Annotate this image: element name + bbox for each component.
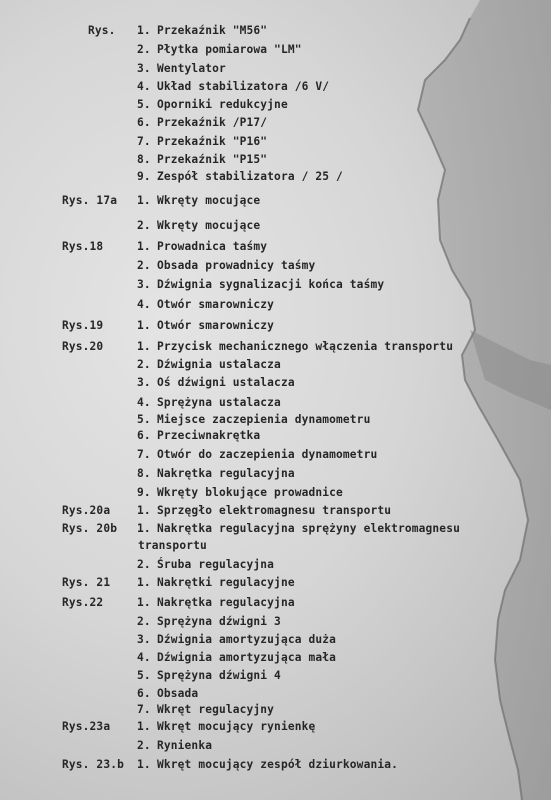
figure-label: Rys. 20b (62, 522, 118, 535)
list-item (0, 257, 551, 274)
item-description: Nakrętka regulacyjna sprężyny elektromagnesu (157, 522, 460, 535)
item-number: 5. (137, 413, 151, 426)
list-item (0, 374, 551, 391)
item-description: Otwór smarowniczy (157, 319, 275, 332)
figure-label: Rys.22 (62, 596, 104, 609)
list-item (0, 685, 551, 702)
item-description: Nakrętka regulacyjna (157, 467, 295, 480)
list-item (0, 276, 551, 293)
item-number: 1. (137, 576, 151, 589)
item-number: 8. (137, 153, 151, 166)
list-item (0, 411, 551, 428)
list-item (0, 78, 551, 95)
list-item (0, 151, 551, 168)
item-description: Sprzęgło elektromagnesu transportu (157, 504, 392, 517)
list-item (0, 465, 551, 482)
item-number: 1. (137, 340, 151, 353)
item-description: Wkręty mocujące (157, 194, 261, 207)
item-description: Wkręt regulacyjny (157, 703, 275, 716)
list-item (0, 296, 551, 313)
list-item (0, 574, 551, 591)
list-item (0, 667, 551, 684)
figure-label: Rys.19 (62, 319, 104, 332)
figure-label: Rys.20 (62, 340, 104, 353)
list-item (0, 114, 551, 131)
item-description: Dźwignia sygnalizacji końca taśmy (157, 278, 385, 291)
item-number: 7. (137, 448, 151, 461)
item-number: 5. (137, 98, 151, 111)
item-description: Otwór do zaczepienia dynamometru (157, 448, 378, 461)
item-number: 1. (137, 319, 151, 332)
item-description: Nakrętki regulacyjne (157, 576, 295, 589)
item-description: Otwór smarowniczy (157, 298, 275, 311)
item-description: Przycisk mechanicznego włączenia transportu (157, 340, 454, 353)
list-item (0, 594, 551, 611)
item-description: Układ stabilizatora /6 V/ (157, 80, 330, 93)
item-description: Wkręty blokujące prowadnice (157, 486, 343, 499)
item-description: Płytka pomiarowa "LM" (157, 43, 302, 56)
item-number: 2. (137, 615, 151, 628)
item-number: 1. (137, 522, 151, 535)
figure-label: Rys. 23.b (62, 758, 124, 771)
list-item (0, 484, 551, 501)
list-item (0, 556, 551, 573)
item-description: Przekaźnik "P15" (157, 153, 268, 166)
item-number: 4. (137, 396, 151, 409)
item-description: Sprężyna dźwigni 4 (157, 669, 281, 682)
list-item (0, 502, 551, 519)
item-number: 1. (137, 24, 151, 37)
list-item (0, 446, 551, 463)
item-description: Przekaźnik /P17/ (157, 116, 268, 129)
item-description: Sprężyna ustalacza (157, 396, 281, 409)
item-number: 1. (137, 194, 151, 207)
item-number: 4. (137, 80, 151, 93)
figure-label: Rys.18 (62, 240, 104, 253)
list-item (0, 394, 551, 411)
item-number: 2. (137, 219, 151, 232)
list-item (0, 737, 551, 754)
list-item (0, 427, 551, 444)
item-number: 3. (137, 62, 151, 75)
list-item (0, 701, 551, 718)
list-item (0, 756, 551, 773)
item-number: 1. (137, 504, 151, 517)
item-description: Rynienka (157, 739, 213, 752)
item-description: Oporniki redukcyjne (157, 98, 288, 111)
list-item (0, 356, 551, 373)
figure-label: Rys.20a (62, 504, 111, 517)
item-number: 2. (137, 358, 151, 371)
item-number: 8. (137, 467, 151, 480)
list-item (0, 96, 551, 113)
list-item (0, 192, 551, 209)
item-description: Prowadnica taśmy (157, 240, 268, 253)
list-item (0, 537, 551, 554)
item-number: 1. (137, 596, 151, 609)
item-number: 7. (137, 135, 151, 148)
item-description: Nakrętka regulacyjna (157, 596, 295, 609)
list-item (0, 60, 551, 77)
item-description: Przeciwnakrętka (157, 429, 261, 442)
figure-label: Rys. (88, 24, 116, 37)
item-number: 2. (137, 558, 151, 571)
item-description: transportu (138, 539, 207, 552)
item-description: Wkręt mocujący rynienkę (157, 720, 316, 733)
item-number: 3. (137, 633, 151, 646)
item-description: Przekaźnik "P16" (157, 135, 268, 148)
item-description: Oś dźwigni ustalacza (157, 376, 295, 389)
list-item (0, 238, 551, 255)
figure-label: Rys.23a (62, 720, 111, 733)
item-description: Sprężyna dźwigni 3 (157, 615, 281, 628)
item-number: 9. (137, 170, 151, 183)
list-item (0, 520, 551, 537)
item-description: Zespół stabilizatora / 25 / (157, 170, 343, 183)
item-description: Dźwignia amortyzująca mała (157, 651, 337, 664)
item-number: 6. (137, 687, 151, 700)
list-item (0, 168, 551, 185)
item-number: 9. (137, 486, 151, 499)
item-number: 4. (137, 651, 151, 664)
item-number: 4. (137, 298, 151, 311)
item-description: Obsada (157, 687, 199, 700)
item-number: 2. (137, 739, 151, 752)
item-description: Dźwignia ustalacza (157, 358, 281, 371)
item-description: Miejsce zaczepienia dynamometru (157, 413, 371, 426)
list-item (0, 217, 551, 234)
list-item (0, 613, 551, 630)
item-number: 6. (137, 116, 151, 129)
item-description: Przekaźnik "M56" (157, 24, 268, 37)
list-item (0, 133, 551, 150)
figure-label: Rys. 17a (62, 194, 118, 207)
list-item (0, 338, 551, 355)
list-item (0, 41, 551, 58)
list-item (0, 649, 551, 666)
item-number: 1. (137, 240, 151, 253)
item-description: Wkręty mocujące (157, 219, 261, 232)
figure-label: Rys. 21 (62, 576, 111, 589)
list-item (0, 317, 551, 334)
item-description: Śruba regulacyjna (157, 558, 275, 571)
item-number: 7. (137, 703, 151, 716)
list-item (0, 22, 551, 39)
item-description: Dźwignia amortyzująca duża (157, 633, 337, 646)
list-item (0, 718, 551, 735)
item-number: 1. (137, 758, 151, 771)
item-number: 2. (137, 259, 151, 272)
item-description: Wentylator (157, 62, 226, 75)
item-number: 3. (137, 376, 151, 389)
item-number: 2. (137, 43, 151, 56)
item-description: Obsada prowadnicy taśmy (157, 259, 316, 272)
item-number: 3. (137, 278, 151, 291)
item-number: 5. (137, 669, 151, 682)
item-number: 1. (137, 720, 151, 733)
item-description: Wkręt mocujący zespół dziurkowania. (157, 758, 398, 771)
item-number: 6. (137, 429, 151, 442)
list-item (0, 631, 551, 648)
